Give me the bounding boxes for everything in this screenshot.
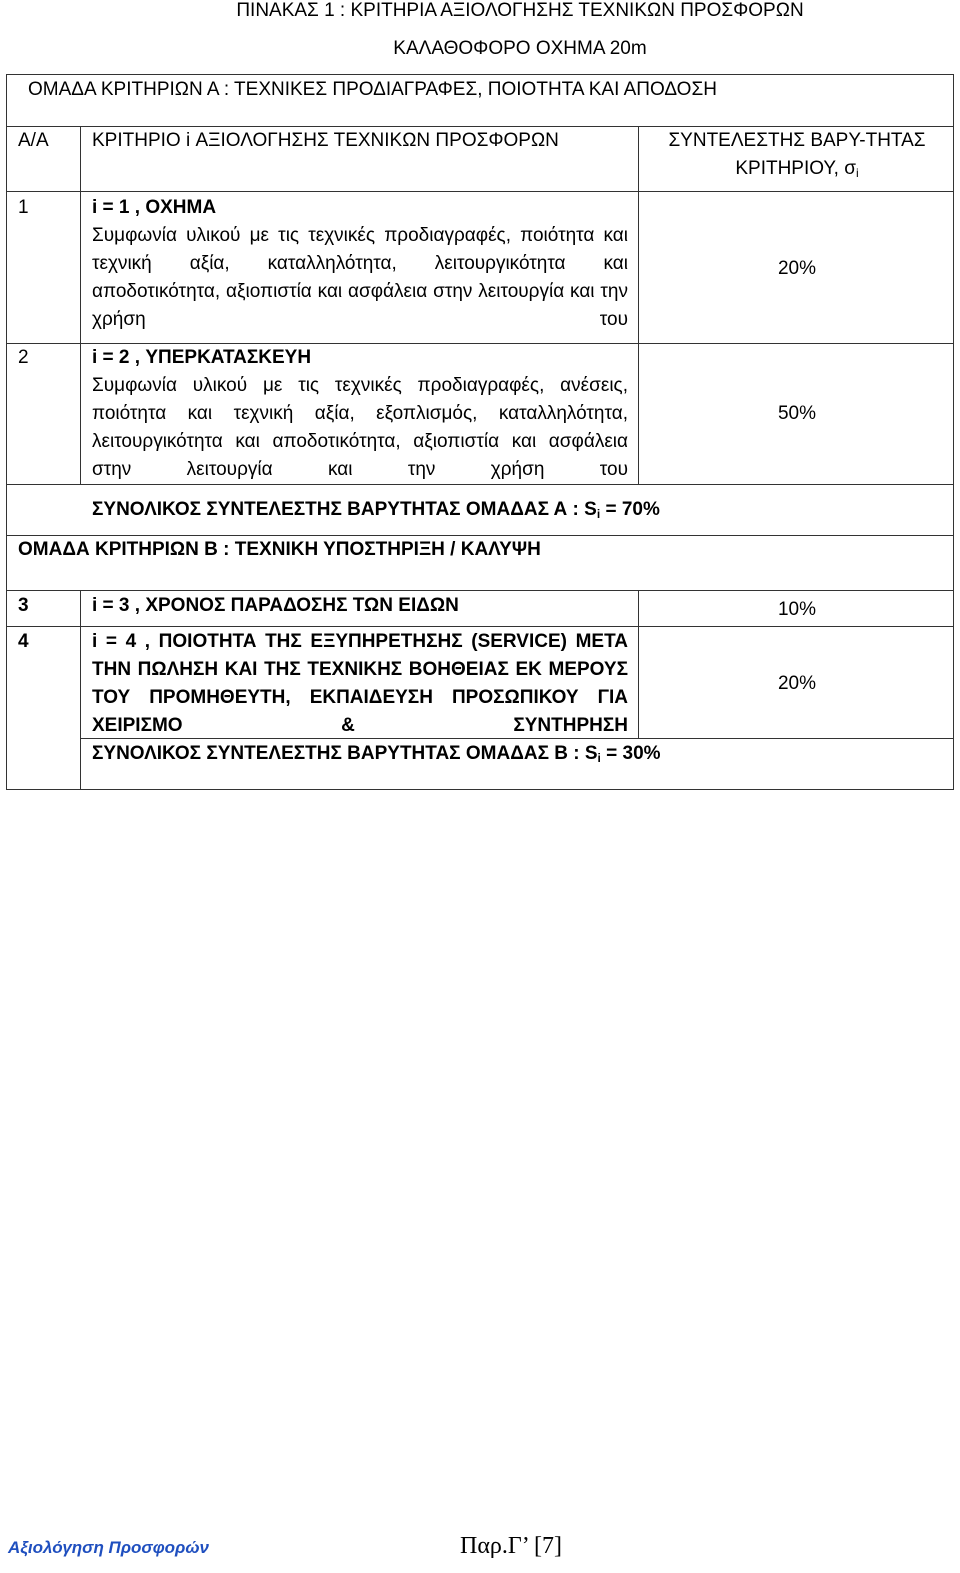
row-number: 2: [18, 347, 29, 368]
column-header-weight-line1: ΣΥΝΤΕΛΕΣΤΗΣ ΒΑΡΥ-ΤΗΤΑΣ: [668, 130, 926, 151]
row-number: 3: [18, 595, 29, 616]
row-title: i = 4 , ΠΟΙΟΤΗΤΑ ΤΗΣ ΕΞΥΠΗΡΕΤΗΣΗΣ (SERVICE) ΜΕΤΑ ΤΗΝ ΠΩΛΗΣΗ ΚΑΙ ΤΗΣ ΤΕΧΝΙΚΗΣ ΒΟΗΘΕΙΑΣ ΕΚ ΜΕΡΟΥΣ ΤΟΥ ΠΡΟΜΗΘΕΥΤΗ, ΕΚΠΑΙΔΕΥΣΗ ΠΡΟΣΩΠΙΚΟΥ ΓΙΑ ΧΕΙΡΙΣΜΟ & ΣΥΝΤΗΡΗΣΗ: [92, 631, 628, 736]
column-header-aa: Α/Α: [18, 130, 49, 151]
page-title: ΠΙΝΑΚΑΣ 1 : ΚΡΙΤΗΡΙΑ ΑΞΙΟΛΟΓΗΣΗΣ ΤΕΧΝΙΚΩΝ ΠΡΟΣΦΟΡΩΝ: [236, 0, 804, 21]
divider: [6, 626, 954, 627]
divider: [638, 590, 639, 738]
group-b-total: ΣΥΝΟΛΙΚΟΣ ΣΥΝΤΕΛΕΣΤΗΣ ΒΑΡΥΤΗΤΑΣ ΟΜΑΔΑΣ Β : $S_i = 30\%$: [92, 743, 661, 765]
divider: [638, 126, 639, 484]
row-number: 4: [18, 631, 29, 652]
row-weight: 10%: [777, 599, 817, 620]
row-weight: 20%: [777, 258, 817, 279]
row-weight: 50%: [777, 403, 817, 424]
divider: [6, 590, 954, 591]
column-header-criterion: ΚΡΙΤΗΡΙΟ i ΑΞΙΟΛΟΓΗΣΗΣ ΤΕΧΝΙΚΩΝ ΠΡΟΣΦΟΡΩΝ: [92, 130, 559, 151]
row-title: i = 3 , ΧΡΟΝΟΣ ΠΑΡΑΔΟΣΗΣ ΤΩΝ ΕΙΔΩΝ: [92, 595, 459, 616]
group-b-heading: ΟΜΑΔΑ ΚΡΙΤΗΡΙΩΝ Β : ΤΕΧΝΙΚΗ ΥΠΟΣΤΗΡΙΞΗ / ΚΑΛΥΨΗ: [18, 539, 541, 560]
divider: [80, 590, 81, 790]
footer-section-label: Αξιολόγηση Προσφορών: [8, 1538, 209, 1557]
column-header-weight: [640, 127, 954, 187]
page-subtitle: ΚΑΛΑΘΟΦΟΡΟ ΟΧΗΜΑ 20m: [393, 38, 647, 59]
row-description: Συμφωνία υλικού με τις τεχνικές προδιαγραφές, ποιότητα και τεχνική αξία, καταλληλότητα, λειτουργικότητα και αποδοτικότητα, αξιοπιστία και ασφάλεια στην λειτουργία και την χρήση του: [92, 225, 628, 330]
row-title: i = 2 , ΥΠΕΡΚΑΤΑΣΚΕΥΗ: [92, 347, 312, 368]
group-a-total: ΣΥΝΟΛΙΚΟΣ ΣΥΝΤΕΛΕΣΤΗΣ ΒΑΡΥΤΗΤΑΣ ΟΜΑΔΑΣ Α : $S_i = 70\%$: [92, 499, 660, 521]
divider: [80, 126, 81, 484]
row-number: 1: [18, 197, 29, 218]
row-description: Συμφωνία υλικού με τις τεχνικές προδιαγραφές, ανέσεις, ποιότητα και τεχνική αξία, εξοπλισμός, καταλληλότητα, λειτουργικότητα και αποδοτικότητα, αξιοπιστία και ασφάλεια στην λειτουργία και την χρήση του: [92, 375, 628, 480]
group-a-heading: ΟΜΑΔΑ ΚΡΙΤΗΡΙΩΝ Α : ΤΕΧΝΙΚΕΣ ΠΡΟΔΙΑΓΡΑΦΕΣ, ΠΟΙΟΤΗΤΑ ΚΑΙ ΑΠΟΔΟΣΗ: [28, 79, 717, 100]
divider: [6, 484, 954, 485]
divider: [6, 191, 954, 192]
page-number: Παρ.Γ’ [7]: [460, 1533, 562, 1559]
row-title: i = 1 , ΟΧΗΜΑ: [92, 197, 217, 218]
row-weight: 20%: [777, 673, 817, 694]
column-header-weight-line2: ΚΡΙΤΗΡΙΟΥ, $\sigma_i$: [735, 158, 859, 180]
